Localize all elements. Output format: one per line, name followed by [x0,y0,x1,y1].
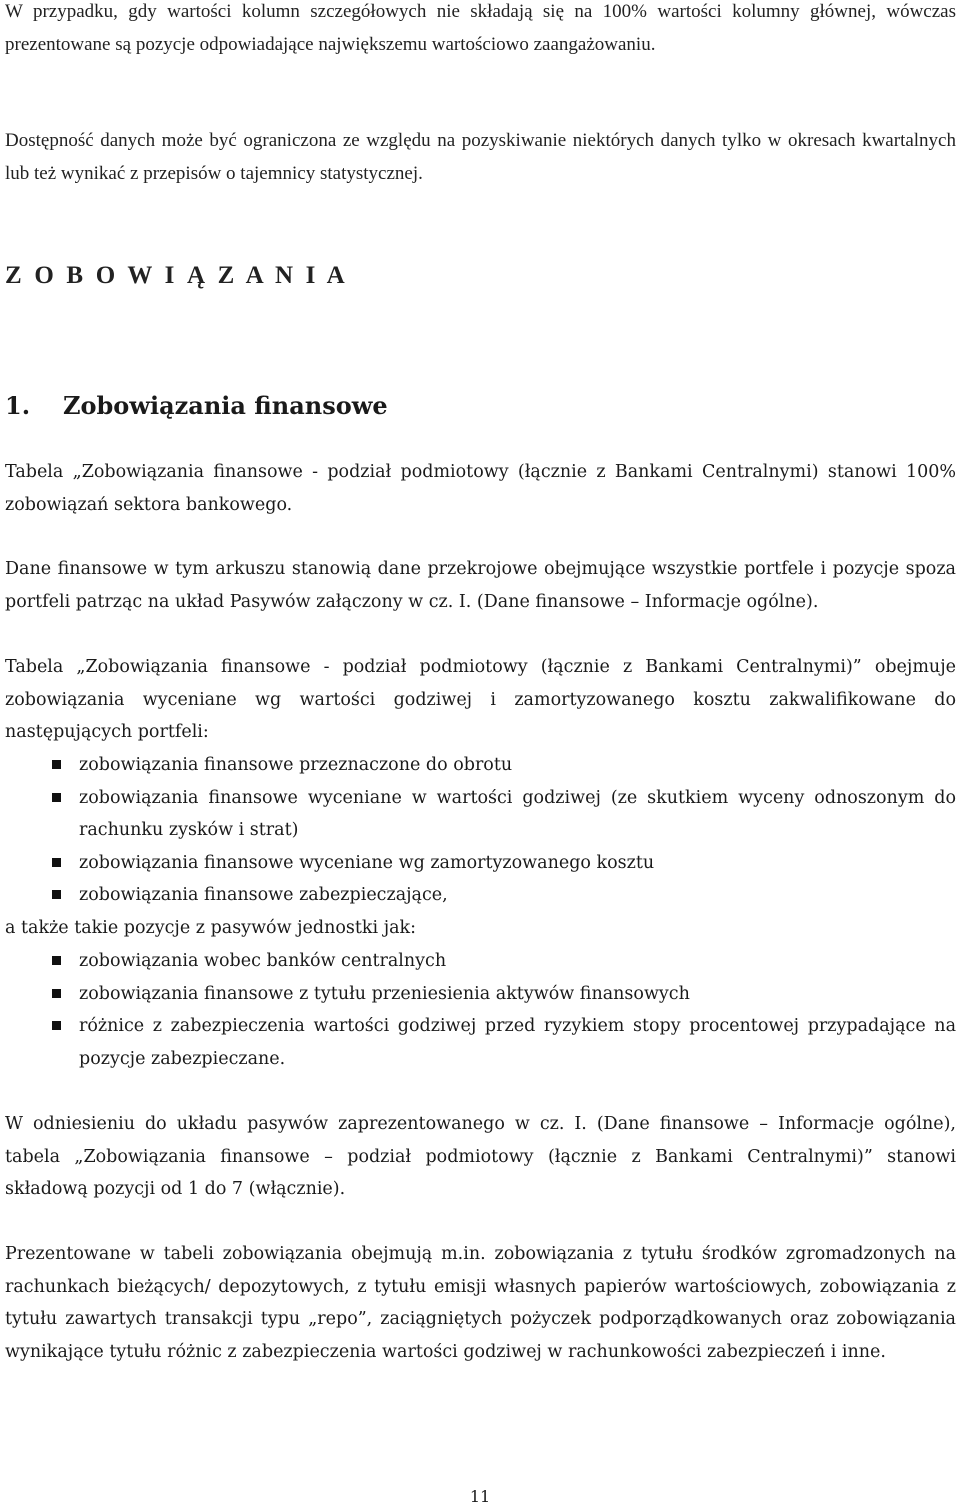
liabilities-list [5,945,956,1075]
portfolio-list [5,749,956,912]
list-item: zobowiązania wobec banków centralnych [5,945,956,978]
square-bullet-icon [52,793,61,802]
square-bullet-icon [52,1021,61,1030]
body-paragraph-4: a także takie pozycje z pasywów jednostki jak: [5,918,417,938]
list-item: zobowiązania finansowe z tytułu przeniesienia aktywów finansowych [5,978,956,1011]
square-bullet-icon [52,989,61,998]
square-bullet-icon [52,760,61,769]
square-bullet-icon [52,858,61,867]
section-heading [5,391,388,420]
heading-title: Zobowiązania finansowe [63,391,388,420]
list-item: zobowiązania finansowe wyceniane wg zamortyzowanego kosztu [5,847,956,880]
square-bullet-icon [52,956,61,965]
body-paragraph-3: Tabela „Zobowiązania finansowe - podział podmiotowy (łącznie z Bankami Centralnymi)” obejmuje zobowiązania wyceniane wg wartości godziwej i zamortyzowanego kosztu zakwalifikowane do następujących portfeli: [5,657,956,742]
body-paragraph-1: Tabela „Zobowiązania finansowe - podział podmiotowy (łącznie z Bankami Centralnymi) stanowi 100% zobowiązań sektora bankowego. [5,462,956,515]
body-paragraph-2: Dane finansowe w tym arkuszu stanowią dane przekrojowe obejmujące wszystkie portfele i pozycje spoza portfeli patrząc na układ Pasywów załączony w cz. I. (Dane finansowe – Informacje ogólne). [5,559,956,612]
section-title: Z O B O W I Ą Z A N I A [5,262,348,289]
list-item: zobowiązania finansowe przeznaczone do obrotu [5,749,956,782]
body-paragraph-5: W odniesieniu do układu pasywów zaprezentowanego w cz. I. (Dane finansowe – Informacje ogólne), tabela „Zobowiązania finansowe – podział podmiotowy (łącznie z Bankami Centralnymi)” stanowi składową pozycji od 1 do 7 (włącznie). [5,1114,956,1199]
heading-number: 1. [5,391,31,420]
intro-paragraph-2: Dostępność danych może być ograniczona ze względu na pozyskiwanie niektórych danych tylko w okresach kwartalnych lub też wynikać z przepisów o tajemnicy statystycznej. [5,130,956,184]
body-paragraph-6: Prezentowane w tabeli zobowiązania obejmują m.in. zobowiązania z tytułu środków zgromadzonych na rachunkach bieżących/ depozytowych, z tytułu emisji własnych papierów wartościowych, zobowiązania z tytułu zawartych transakcji typu „repo”, zaciągniętych pożyczek podporządkowanych oraz zobowiązania wynikające tytułu różnic z zabezpieczenia wartości godziwej w rachunkowości zabezpieczeń i inne. [5,1244,956,1362]
list-item: zobowiązania finansowe wyceniane w wartości godziwej (ze skutkiem wyceny odnoszonym do rachunku zysków i strat) [5,782,956,847]
list-item: różnice z zabezpieczenia wartości godziwej przed ryzykiem stopy procentowej przypadające na pozycje zabezpieczane. [5,1010,956,1075]
intro-paragraph-1: W przypadku, gdy wartości kolumn szczegółowych nie składają się na 100% wartości kolumny głównej, wówczas prezentowane są pozycje odpowiadające największemu wartościowo zaangażowaniu. [5,1,956,55]
square-bullet-icon [52,890,61,899]
list-item: zobowiązania finansowe zabezpieczające, [5,879,956,912]
page-number: 11 [469,1487,491,1506]
